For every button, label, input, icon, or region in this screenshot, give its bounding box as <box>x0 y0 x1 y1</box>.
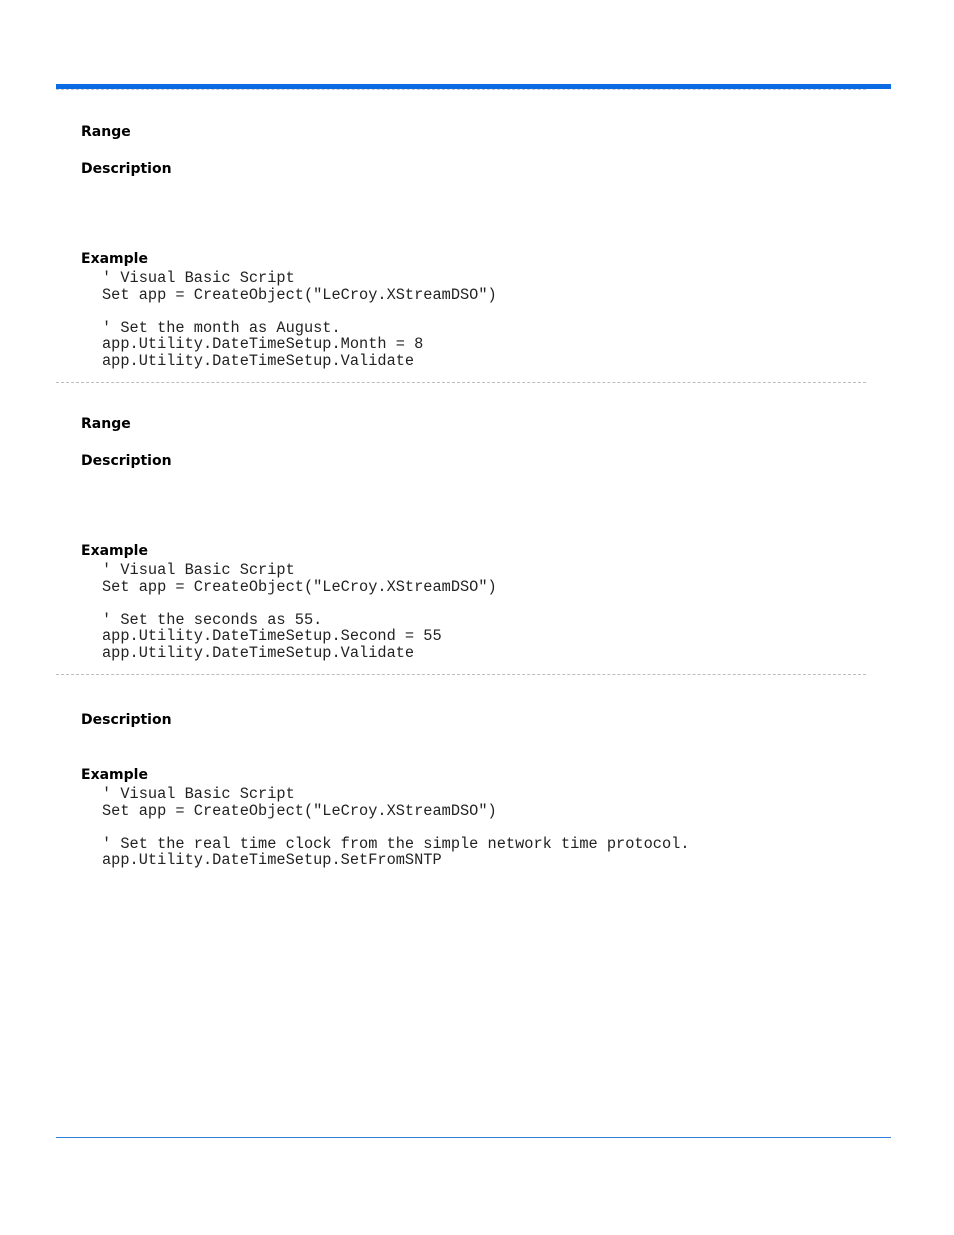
code-line: ' Set the real time clock from the simple network time protocol. <box>102 834 690 853</box>
code-line <box>102 595 497 612</box>
code-line: Set app = CreateObject("LeCroy.XStreamDSO") <box>102 577 497 596</box>
code-line: app.Utility.DateTimeSetup.Month = 8 <box>102 335 424 354</box>
code-line: app.Utility.DateTimeSetup.Validate <box>102 643 415 662</box>
code-line: app.Utility.DateTimeSetup.Second = 55 <box>102 627 442 646</box>
range-heading: Range <box>81 416 131 432</box>
description-heading: Description <box>81 712 172 728</box>
range-heading: Range <box>81 124 131 140</box>
code-line: ' Set the seconds as 55. <box>102 610 323 629</box>
code-block-sntp <box>102 786 690 869</box>
code-line: Set app = CreateObject("LeCroy.XStreamDSO") <box>102 285 497 304</box>
code-line <box>102 303 497 320</box>
example-heading: Example <box>81 543 148 559</box>
code-line: app.Utility.DateTimeSetup.Validate <box>102 351 415 370</box>
code-block-month <box>102 270 497 370</box>
code-line <box>102 819 690 836</box>
code-line: ' Visual Basic Script <box>102 561 295 579</box>
description-heading: Description <box>81 161 172 177</box>
section-separator <box>56 674 866 675</box>
header-dashed-rule <box>56 89 866 90</box>
section-separator <box>56 382 866 383</box>
code-line: Set app = CreateObject("LeCroy.XStreamDSO") <box>102 801 497 820</box>
footer-rule <box>56 1137 891 1138</box>
code-line: app.Utility.DateTimeSetup.SetFromSNTP <box>102 851 442 870</box>
code-block-second <box>102 562 497 662</box>
code-line: ' Visual Basic Script <box>102 785 295 803</box>
description-heading: Description <box>81 453 172 469</box>
code-line: ' Visual Basic Script <box>102 269 295 287</box>
example-heading: Example <box>81 767 148 783</box>
example-heading: Example <box>81 251 148 267</box>
code-line: ' Set the month as August. <box>102 318 341 337</box>
